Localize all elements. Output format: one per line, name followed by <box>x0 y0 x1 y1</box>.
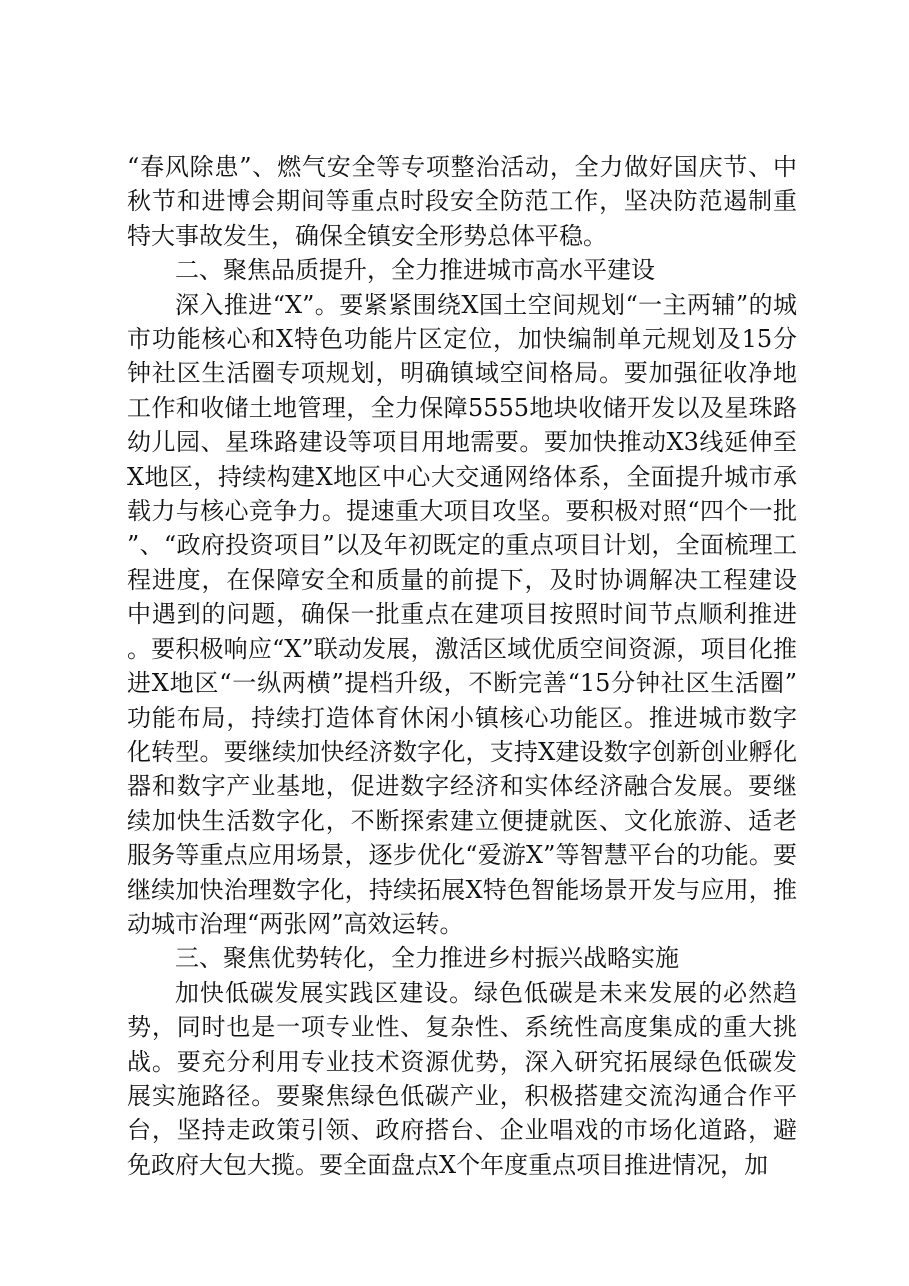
section-heading-3: 三、聚焦优势转化，全力推进乡村振兴战略实施 <box>175 944 679 973</box>
section-heading-2: 二、聚焦品质提升，全力推进城市高水平建设 <box>175 256 655 285</box>
document-page <box>127 150 797 1182</box>
body-paragraph-3: 加快低碳发展实践区建设。绿色低碳是未来发展的必然趋势，同时也是一项专业性、复杂性、系统性高度集成的重大挑战。要充分利用专业技术资源优势，深入研究拓展绿色低碳发展实施路径。要聚焦绿色低碳产业，积极搭建交流沟通合作平台，坚持走政策引领、政府搭台、企业唱戏的市场化道路，避免政府大包大揽。要全面盘点X个年度重点项目推进情况，加 <box>127 978 797 1179</box>
body-paragraph-1: “春风除患”、燃气安全等专项整治活动，全力做好国庆节、中秋节和进博会期间等重点时段安全防范工作，坚决防范遏制重特大事故发生，确保全镇安全形势总体平稳。 <box>127 153 797 250</box>
body-paragraph-2: 深入推进“X”。要紧紧围绕X国土空间规划“一主两辅”的城市功能核心和X特色功能片区定位，加快编制单元规划及15分钟社区生活圈专项规划，明确镇域空间格局。要加强征收净地工作和收储土地管理，全力保障5555地块收储开发以及星珠路幼儿园、星珠路建设等项目用地需要。要加快推动X3线延伸至X地区，持续构建X地区中心大交通网络体系，全面提升城市承载力与核心竞争力。提速重大项目攻坚。要积极对照“四个一批”、“政府投资项目”以及年初既定的重点项目计划，全面梳理工程进度，在保障安全和质量的前提下，及时协调解决工程建设中遇到的问题，确保一批重点在建项目按照时间节点顺利推进。要积极响应“X”联动发展，激活区域优质空间资源，项目化推进X地区“一纵两横”提档升级，不断完善“15分钟社区生活圈”功能布局，持续打造体育休闲小镇核心功能区。推进城市数字化转型。要继续加快经济数字化，支持X建设数字创新创业孵化器和数字产业基地，促进数字经济和实体经济融合发展。要继续加快生活数字化，不断探索建立便捷就医、文化旅游、适老服务等重点应用场景，逐步优化“爱游X”等智慧平台的功能。要继续加快治理数字化，持续拓展X特色智能场景开发与应用，推动城市治理“两张网”高效运转。 <box>127 290 797 938</box>
